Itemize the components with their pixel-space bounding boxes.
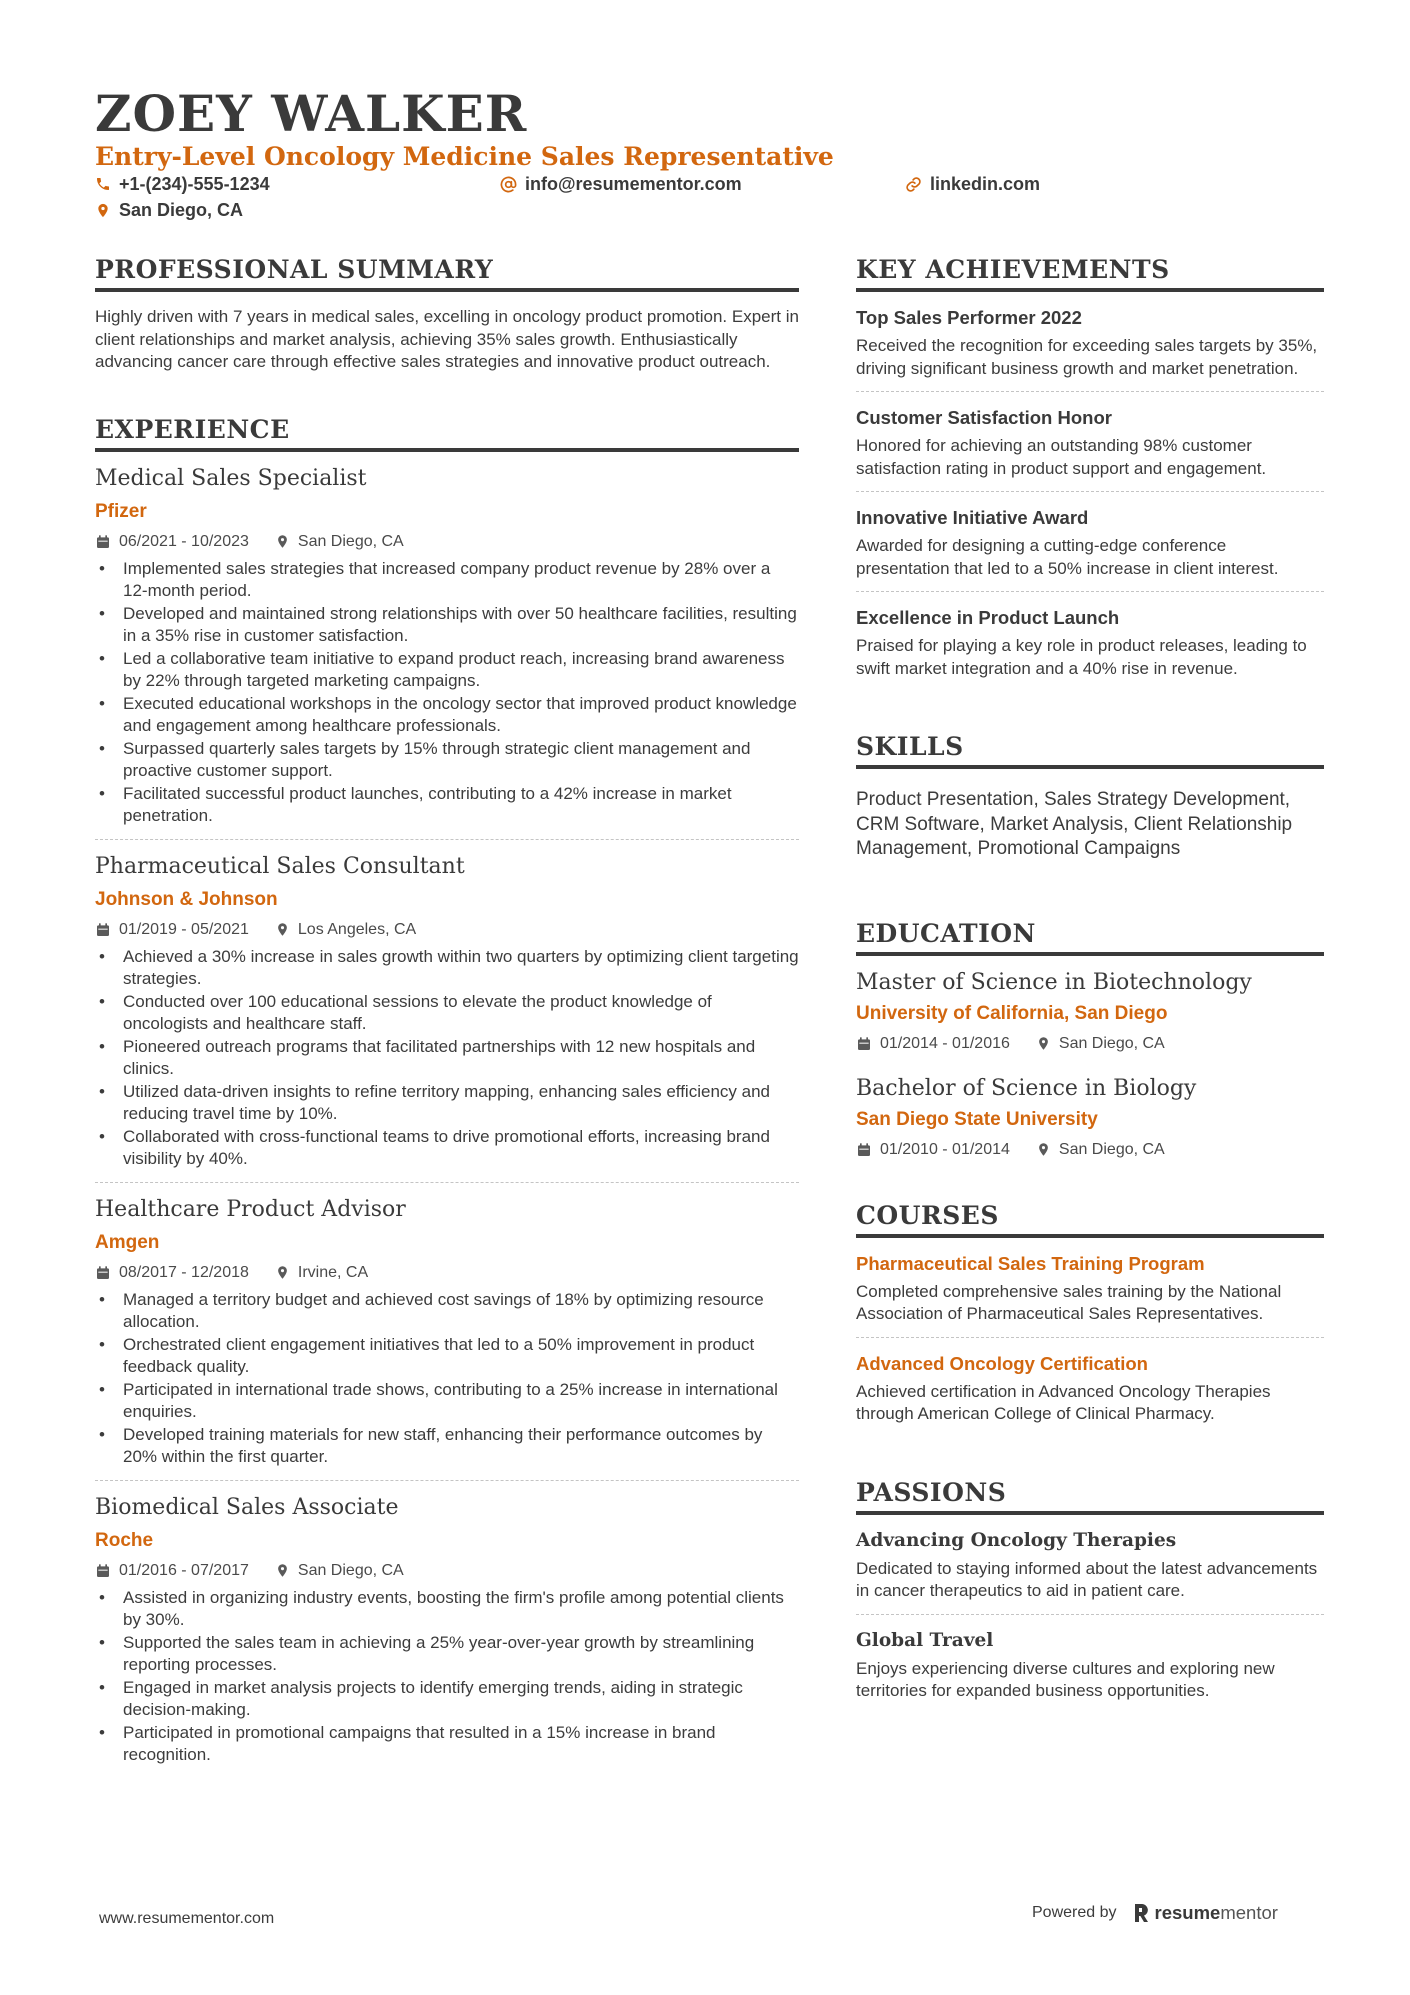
job-entry [95,1183,799,1481]
passion-item [856,1615,1324,1714]
education-dates: 01/2010 - 01/2014 [880,1140,1010,1158]
course-item [856,1238,1324,1338]
job-meta [95,1561,799,1581]
bullet-item: • Led a collaborative team initiative to expand product reach, increasing brand awareness by 22% through targeted marketing campaigns. [95,648,799,693]
passion-desc: Dedicated to staying informed about the latest advancements in cancer therapeutics to aid in patient care. [856,1558,1318,1600]
candidate-title: Entry-Level Oncology Medicine Sales Representative [95,142,834,171]
bullet-item: • Achieved a 30% increase in sales growth within two quarters by optimizing client targeting strategies. [95,946,799,991]
achievement-title: Innovative Initiative Award [856,507,1089,528]
education-item [856,1054,1324,1160]
course-title: Pharmaceutical Sales Training Program [856,1252,1205,1274]
contact-linkedin[interactable] [905,172,1040,196]
bullet-item: • Engaged in market analysis projects to identify emerging trends, aiding in strategic decision-making. [95,1677,799,1722]
education-degree: Master of Science in Biotechnology [856,969,1252,995]
education-meta [856,1140,1324,1160]
education-meta [856,1034,1324,1054]
job-title: Biomedical Sales Associate [95,1494,399,1520]
job-meta [95,1263,799,1283]
job-entry [95,452,799,840]
contact-location [95,198,243,222]
course-item [856,1338,1324,1437]
location-text: San Diego, CA [119,200,244,220]
right-column [856,254,1324,1754]
education-item [856,956,1324,1054]
map-pin-icon [1036,1035,1051,1052]
job-location: San Diego, CA [297,532,404,550]
courses-section [856,1200,1324,1437]
achievement-item [856,392,1324,492]
job-location: Los Angeles, CA [297,920,417,938]
bullet-item: • Participated in international trade shows, contributing to a 25% increase in international enquiries. [95,1379,799,1424]
course-desc: Achieved certification in Advanced Oncology Therapies through American College of Clinical Pharmacy. [856,1381,1271,1423]
bullet-item: • Managed a territory budget and achieved cost savings of 18% by optimizing resource allocation. [95,1289,799,1334]
calendar-icon [856,1036,872,1052]
bullet-item: • Developed and maintained strong relationships with over 50 healthcare facilities, resulting in a 35% rise in customer satisfaction. [95,603,799,648]
calendar-icon [95,1563,111,1579]
experience-section [95,414,799,1778]
passions-section [856,1477,1324,1714]
powered-by-label: Powered by [1032,1904,1117,1921]
bullet-item: • Conducted over 100 educational sessions to elevate the product knowledge of oncologists and healthcare staff. [95,991,799,1036]
job-company: Roche [95,1529,154,1551]
brand-logo[interactable] [1133,1902,1278,1924]
job-dates: 08/2017 - 12/2018 [119,1263,249,1281]
summary-heading: PROFESSIONAL SUMMARY [95,254,799,292]
skills-heading: SKILLS [856,731,1324,769]
education-dates: 01/2014 - 01/2016 [880,1034,1010,1052]
job-bullets [95,1289,799,1469]
education-heading: EDUCATION [856,918,1324,956]
job-meta [95,532,799,552]
contact-email[interactable] [500,172,742,196]
bullet-item: • Executed educational workshops in the oncology sector that improved product knowledge and engagement among healthcare professionals. [95,693,799,738]
calendar-icon [95,534,111,550]
job-title: Medical Sales Specialist [95,465,367,491]
calendar-icon [856,1142,872,1158]
bullet-item: • Facilitated successful product launches, contributing to a 42% increase in market penetration. [95,783,799,828]
summary-section [95,254,799,374]
education-school: University of California, San Diego [856,1002,1168,1024]
brand-name-light: mentor [1220,1902,1278,1923]
achievement-item [856,292,1324,392]
at-sign-icon [500,176,517,193]
footer-branding [1032,1902,1278,1924]
link-icon [905,176,922,193]
bullet-item: • Utilized data-driven insights to refine territory mapping, enhancing sales efficiency and reducing travel time by 10%. [95,1081,799,1126]
education-location: San Diego, CA [1058,1140,1165,1158]
passion-item [856,1515,1324,1615]
bullet-item: • Developed training materials for new staff, enhancing their performance outcomes by 20% within the first quarter. [95,1424,799,1469]
job-title: Healthcare Product Advisor [95,1196,406,1222]
job-location: San Diego, CA [297,1561,404,1579]
phone-icon [95,176,111,192]
map-pin-icon [275,1562,290,1579]
bullet-item: • Collaborated with cross-functional teams to drive promotional efforts, increasing brand visibility by 40%. [95,1126,799,1171]
achievement-desc: Awarded for designing a cutting-edge conference presentation that led to a 50% increase in client interest. [856,536,1279,578]
education-degree: Bachelor of Science in Biology [856,1075,1197,1101]
left-column [95,254,799,1818]
achievement-desc: Praised for playing a key role in product releases, leading to swift market integration and a 40% rise in revenue. [856,636,1307,678]
summary-text: Highly driven with 7 years in medical sales, excelling in oncology product promotion. Expert in client relationships and market analysis, achieving 35% sales growth. Enthusiastically advancing cancer care through effective sales strategies and innovative product outreach. [95,307,799,371]
job-company: Johnson & Johnson [95,888,278,910]
education-school: San Diego State University [856,1108,1098,1130]
bullet-item: • Participated in promotional campaigns that resulted in a 15% increase in brand recognition. [95,1722,799,1767]
bullet-item: • Implemented sales strategies that increased company product revenue by 28% over a 12-month period. [95,558,799,603]
calendar-icon [95,922,111,938]
email-text: info@resumementor.com [525,174,742,194]
job-bullets [95,558,799,828]
bullet-item: • Assisted in organizing industry events, boosting the firm's profile among potential clients by 30%. [95,1587,799,1632]
map-pin-icon [95,202,111,219]
map-pin-icon [275,1264,290,1281]
linkedin-text: linkedin.com [930,174,1041,194]
job-bullets [95,1587,799,1767]
achievements-section [856,254,1324,691]
job-company: Pfizer [95,500,147,522]
footer-website[interactable]: www.resumementor.com [99,1910,275,1927]
candidate-name: ZOEY WALKER [95,84,528,143]
experience-heading: EXPERIENCE [95,414,799,452]
achievements-heading: KEY ACHIEVEMENTS [856,254,1324,292]
course-desc: Completed comprehensive sales training by the National Association of Pharmaceutical Sales Representatives. [856,1281,1282,1323]
passion-title: Advancing Oncology Therapies [856,1529,1177,1551]
courses-heading: COURSES [856,1200,1324,1238]
achievement-title: Customer Satisfaction Honor [856,407,1112,428]
bullet-item: • Supported the sales team in achieving a 25% year-over-year growth by streamlining reporting processes. [95,1632,799,1677]
phone-text: +1-(234)-555-1234 [119,174,270,194]
job-title: Pharmaceutical Sales Consultant [95,853,465,879]
achievement-title: Top Sales Performer 2022 [856,307,1082,328]
job-entry [95,840,799,1183]
job-dates: 01/2016 - 07/2017 [119,1561,249,1579]
job-meta [95,920,799,940]
contact-phone [95,172,270,196]
passion-title: Global Travel [856,1629,994,1651]
passions-heading: PASSIONS [856,1477,1324,1515]
map-pin-icon [275,533,290,550]
job-company: Amgen [95,1231,160,1253]
brand-logo-icon [1133,1903,1149,1923]
achievement-desc: Received the recognition for exceeding sales targets by 35%, driving significant business growth and market penetration. [856,336,1318,378]
skills-section [856,731,1324,862]
bullet-item: • Orchestrated client engagement initiatives that led to a 50% improvement in product feedback quality. [95,1334,799,1379]
education-section [856,918,1324,1160]
course-title: Advanced Oncology Certification [856,1352,1148,1374]
job-location: Irvine, CA [297,1263,369,1281]
job-bullets [95,946,799,1171]
passion-desc: Enjoys experiencing diverse cultures and exploring new territories for expanded business opportunities. [856,1658,1275,1700]
achievement-title: Excellence in Product Launch [856,607,1120,628]
bullet-item: • Pioneered outreach programs that facilitated partnerships with 12 new hospitals and clinics. [95,1036,799,1081]
job-entry [95,1481,799,1778]
achievement-desc: Honored for achieving an outstanding 98% customer satisfaction rating in product support and engagement. [856,436,1267,478]
map-pin-icon [1036,1141,1051,1158]
brand-name-bold: resume [1154,1902,1221,1923]
bullet-item: • Surpassed quarterly sales targets by 15% through strategic client management and proactive customer support. [95,738,799,783]
skills-list: Product Presentation, Sales Strategy Development, CRM Software, Market Analysis, Client Relationship Management, Promotional Campaigns [856,789,1293,859]
achievement-item [856,492,1324,592]
achievement-item [856,592,1324,691]
education-location: San Diego, CA [1058,1034,1165,1052]
calendar-icon [95,1265,111,1281]
job-dates: 01/2019 - 05/2021 [119,920,249,938]
job-dates: 06/2021 - 10/2023 [119,532,249,550]
map-pin-icon [275,921,290,938]
